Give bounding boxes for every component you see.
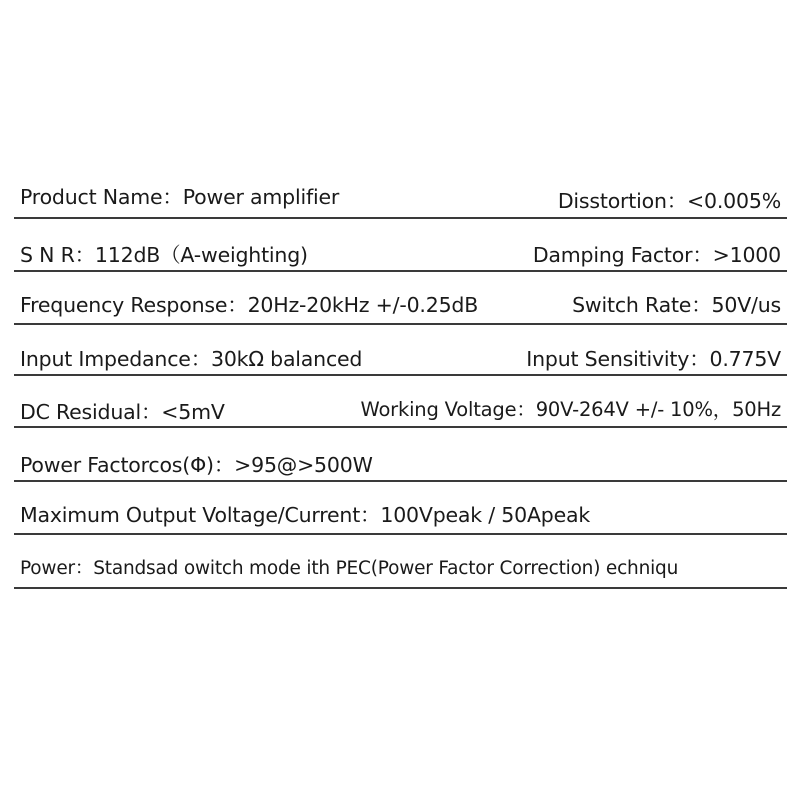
spec-row-frequency-response [14,272,787,325]
spec-working-voltage: Working Voltage：90V-264V +/- 10%，50Hz [360,398,781,421]
spec-switch-rate: Switch Rate：50V/us [572,293,781,317]
spec-row-snr [14,219,787,272]
spec-distortion: Disstortion：<0.005% [557,189,781,213]
spec-input-impedance: Input Impedance：30kΩ balanced [20,347,363,371]
spec-row-dc-residual [14,376,787,428]
spec-power-supply: Power：Standsad owitch mode ith PEC(Power Factor Correction) echniqu [20,558,679,579]
spec-row-max-output [14,482,787,535]
spec-damping-factor: Damping Factor：>1000 [532,243,781,267]
spec-power-factor: Power Factorcos(Φ)：>95@>500W [20,453,373,477]
spec-row-power-factor [14,428,787,482]
spec-row-input-impedance [14,325,787,376]
spec-row-power [14,535,787,589]
spec-max-output: Maximum Output Voltage/Current：100Vpeak / 50Apeak [20,503,591,527]
spec-dc-residual: DC Residual：<5mV [20,400,225,424]
spec-snr: S N R：112dB（A-weighting) [20,243,308,267]
spec-product-name: Product Name：Power amplifier [20,185,340,209]
spec-row-product-name [14,166,787,219]
spec-input-sensitivity: Input Sensitivity：0.775V [526,347,781,371]
spec-table [14,166,787,589]
spec-frequency-response: Frequency Response：20Hz-20kHz +/-0.25dB [20,293,479,317]
